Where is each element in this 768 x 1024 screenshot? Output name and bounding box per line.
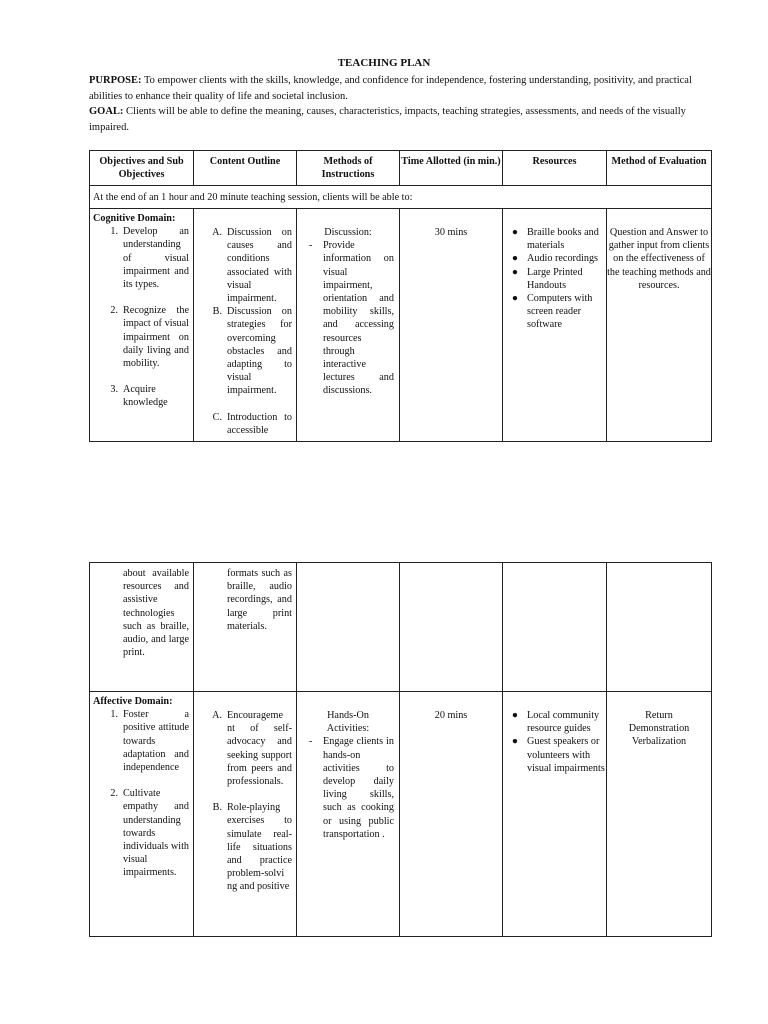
- header-content: Content Outline: [194, 151, 297, 186]
- content-text: Discussion on causes and conditions associated with visual impairment.: [227, 227, 292, 305]
- intro-row: At the end of an 1 hour and 20 minute teaching session, clients will be able to:: [90, 186, 712, 209]
- content-item: [194, 709, 296, 788]
- header-time: Time Allotted (in min.): [400, 151, 503, 186]
- empty-cell: [607, 563, 712, 692]
- content-item: [194, 226, 296, 305]
- resource-item: [503, 252, 606, 265]
- content-item: [194, 411, 296, 437]
- objective-item: [90, 787, 193, 879]
- objective-text-continued: about available resources and assistive technologies such as braille, audio, and large print.: [123, 568, 189, 659]
- objective-item: [90, 708, 193, 774]
- method-text: Provide information on visual impairment, orientation and mobility skills, and accessing resources through interactive lectures and discussions.: [323, 240, 394, 397]
- affective-content-cell: [194, 692, 297, 937]
- resources-list: [503, 709, 606, 775]
- resource-text: Braille books and materials: [527, 227, 599, 252]
- resource-item: [503, 292, 606, 332]
- bullet-icon: ●: [511, 710, 519, 721]
- resource-item: [503, 709, 606, 735]
- content-letter: B.: [212, 306, 222, 318]
- resource-text: Audio recordings: [527, 253, 599, 265]
- affective-methods-cell: [297, 692, 400, 937]
- page-title: TEACHING PLAN: [337, 57, 431, 69]
- objective-number: 2.: [110, 305, 118, 317]
- empty-cell: [297, 563, 400, 692]
- objective-text: Develop an understanding of visual impairment and its types.: [123, 226, 189, 291]
- content-item: [194, 305, 296, 397]
- objective-number: 3.: [110, 384, 118, 396]
- bullet-icon: ●: [511, 227, 519, 238]
- resource-item: [503, 735, 606, 775]
- cognitive-methods-cell: [297, 209, 400, 442]
- affective-domain-label: Affective Domain:: [93, 696, 173, 707]
- header-evaluation: Method of Evaluation: [607, 151, 712, 186]
- method-dash: -: [309, 240, 313, 252]
- content-text-continued: formats such as braille, audio recordings, and large print materials.: [227, 568, 292, 632]
- cognitive-objectives-cell: [90, 209, 194, 442]
- content-text: Introduction to accessible: [227, 411, 292, 436]
- cognitive-resources-cell: [503, 209, 607, 442]
- method-title: Discussion:: [324, 227, 372, 238]
- bullet-icon: ●: [511, 253, 519, 265]
- cognitive-domain-label: Cognitive Domain:: [93, 213, 176, 224]
- objective-number: 1.: [110, 709, 118, 721]
- objective-text: Recognize the impact of visual impairment on daily living and mobility.: [123, 305, 189, 370]
- header-methods: Methods of Instructions: [297, 151, 400, 186]
- content-letter: B.: [212, 802, 222, 814]
- content-item: [194, 801, 296, 893]
- affective-evaluation-cell: Return Demonstration Verbalization: [607, 692, 712, 937]
- cognitive-content-cell: [194, 209, 297, 442]
- objective-text: Cultivate empathy and understanding towards individuals with visual impairments.: [123, 788, 189, 879]
- objective-text: Foster a positive attitude towards adaptation and independence: [123, 709, 189, 774]
- goal-paragraph: [89, 104, 711, 136]
- affective-objectives-cell: [90, 692, 194, 937]
- affective-resources-cell: [503, 692, 607, 937]
- empty-cell: [400, 563, 503, 692]
- resource-text: Large Printed Handouts: [527, 266, 583, 291]
- objective-item: [90, 304, 193, 370]
- objective-item: [90, 383, 193, 409]
- purpose-text: To empower clients with the skills, knowledge, and confidence for independence, fostering understanding, positivity, and practical abilities to enhance their quality of life and societal inclusion.: [89, 75, 692, 102]
- cognitive-content-continued: [194, 563, 297, 692]
- teaching-plan-table-page2: [89, 562, 712, 937]
- method-item: [297, 735, 399, 841]
- resource-text: Local community resource guides: [527, 710, 600, 735]
- cognitive-evaluation-cell: Question and Answer to gather input from clients on the effectiveness of the teaching methods and resources.: [607, 209, 712, 442]
- content-letter: C.: [212, 411, 222, 423]
- bullet-icon: ●: [511, 293, 519, 305]
- objective-number: 2.: [110, 788, 118, 800]
- header-resources: Resources: [503, 151, 607, 186]
- method-dash: -: [309, 736, 313, 748]
- content-text: Role-playing exercises to simulate real-life situations and practice problem-solvi ng and positive: [227, 802, 292, 893]
- resources-list: [503, 226, 606, 332]
- resource-item: [503, 266, 606, 292]
- bullet-icon: ●: [511, 736, 519, 748]
- cognitive-time-cell: 30 mins: [400, 209, 503, 442]
- method-text: Engage clients in hands-on activities to develop daily living skills, such as cooking or using public transportation .: [323, 736, 394, 840]
- content-letter: A.: [212, 710, 222, 721]
- cognitive-objectives-continued: [90, 563, 194, 692]
- method-item: [297, 239, 399, 397]
- empty-cell: [503, 563, 607, 692]
- objective-number: 1.: [110, 226, 118, 238]
- content-text: Discussion on strategies for overcoming obstacles and adapting to visual impairment.: [227, 306, 292, 397]
- header-objectives: Objectives and Sub Objectives: [90, 151, 194, 186]
- goal-label: GOAL:: [89, 106, 124, 117]
- resource-item: [503, 226, 606, 252]
- resource-text: Computers with screen reader software: [527, 293, 593, 331]
- objective-item: [90, 225, 193, 291]
- content-text: Encourageme nt of self-advocacy and seeking support from peers and professionals.: [227, 710, 292, 788]
- method-title: Hands-On Activities:: [326, 710, 370, 735]
- affective-time-cell: 20 mins: [400, 692, 503, 937]
- goal-text: Clients will be able to define the meaning, causes, characteristics, impacts, teaching strategies, assessments, and needs of the visually impaired.: [89, 106, 686, 133]
- objective-text: Acquire knowledge: [123, 384, 168, 409]
- purpose-paragraph: [89, 73, 711, 105]
- teaching-plan-table-page1: [89, 150, 712, 442]
- resource-text: Guest speakers or volunteers with visual impairments: [527, 736, 605, 774]
- purpose-label: PURPOSE:: [89, 75, 142, 86]
- bullet-icon: ●: [511, 266, 519, 278]
- content-letter: A.: [212, 227, 222, 238]
